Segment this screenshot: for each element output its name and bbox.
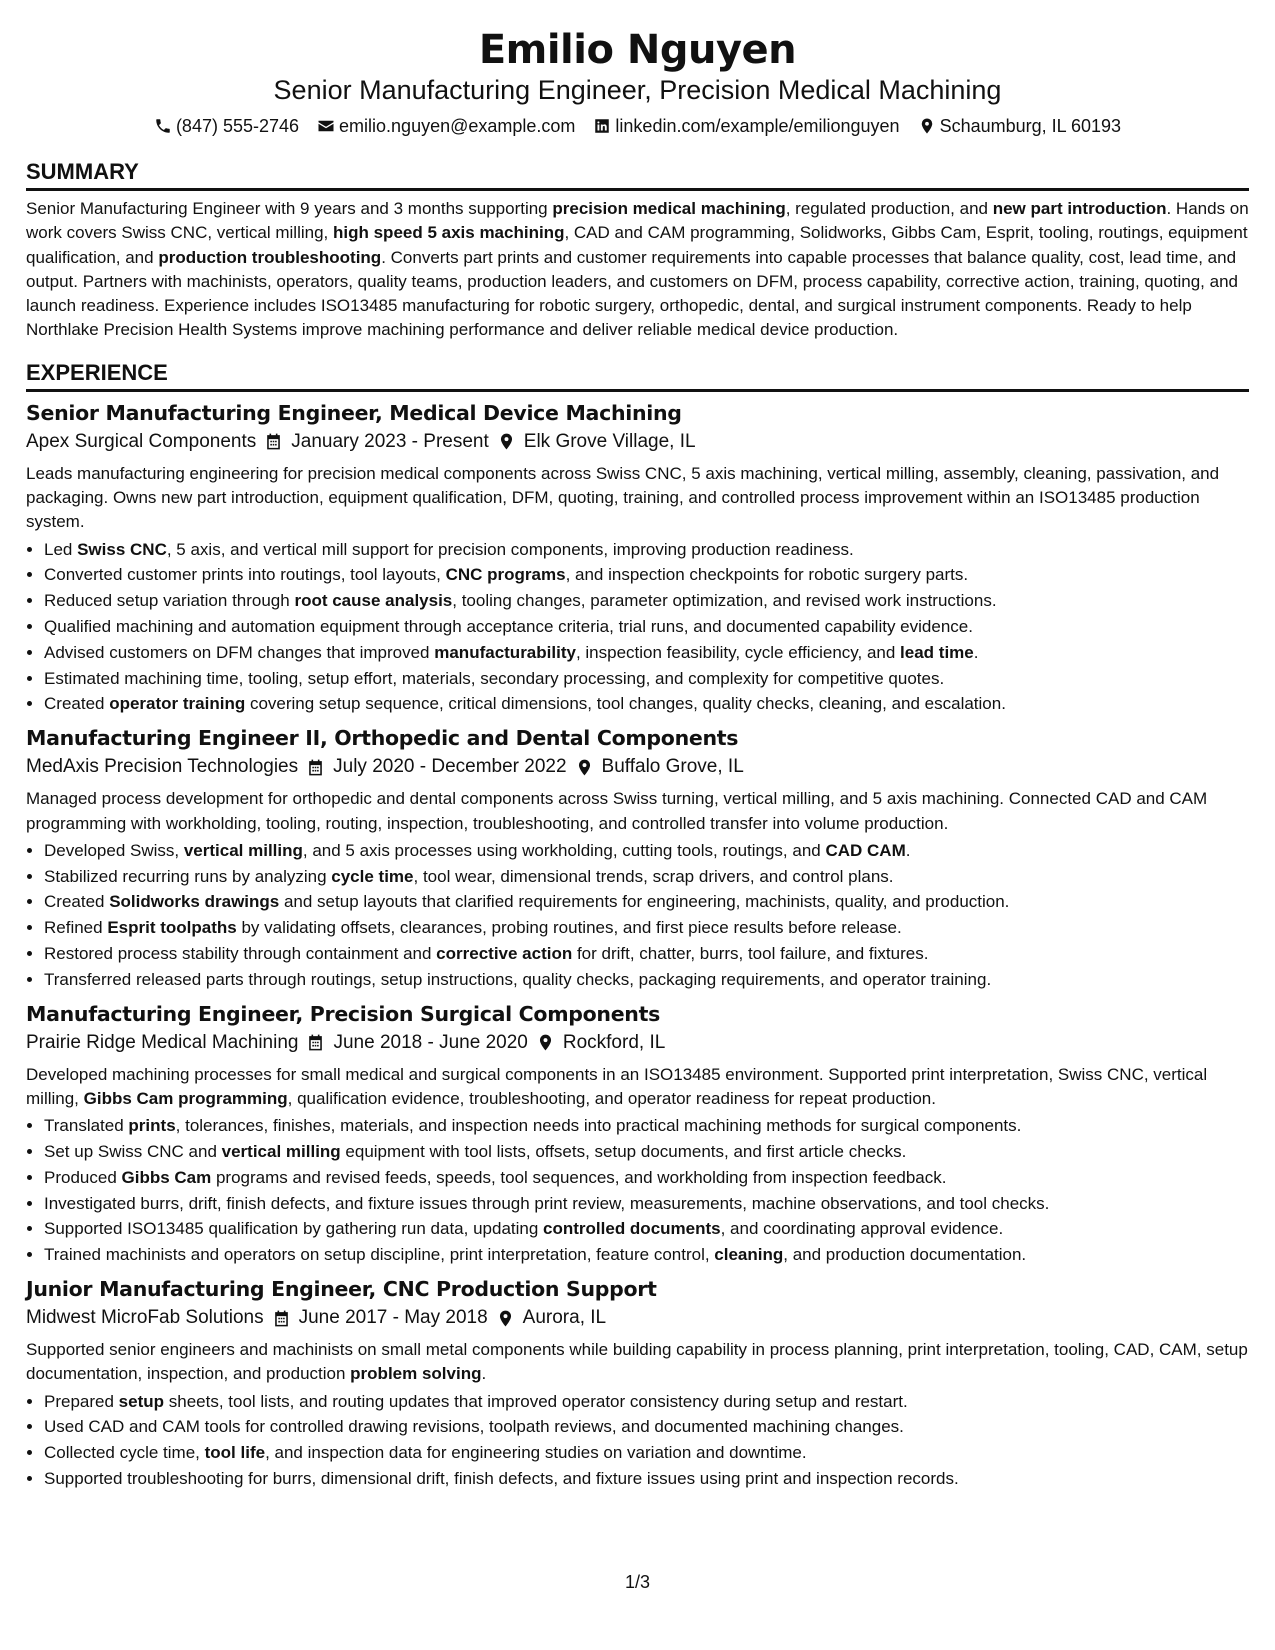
job-bullet: • Investigated burrs, drift, finish defects, and fixture issues through print review, measurements, machine observations, and tool checks. [44,1191,1249,1217]
location-pin-icon [536,1033,555,1052]
location-pin-icon [575,758,594,777]
job-bullet: • Developed Swiss, vertical milling, and 5 axis processes using workholding, cutting tools, routings, and CAD CAM. [44,838,1249,864]
job-description: Managed process development for orthopedic and dental components across Swiss turning, vertical milling, and 5 axis machining. Connected CAD and CAM programming with workholding, tooling, routing, inspection, troubleshooting, and controlled transfer into volume production. [26,789,1208,833]
experience-list [26,398,1249,1492]
contact-email[interactable] [317,114,575,138]
experience-heading: EXPERIENCE [26,359,1249,392]
job-bullet: • Transferred released parts through routings, setup instructions, quality checks, packaging requirements, and operator training. [44,967,1249,993]
summary-heading: SUMMARY [26,158,1249,191]
contact-bar [26,114,1249,138]
job-bullet: • Prepared setup sheets, tool lists, and routing updates that improved operator consistency during setup and restart. [44,1389,1249,1415]
job-bullet: • Produced Gibbs Cam programs and revised feeds, speeds, tool sequences, and workholding from inspection feedback. [44,1165,1249,1191]
candidate-headline: Senior Manufacturing Engineer, Precision Medical Machining [273,75,1002,105]
job-meta [26,1029,1249,1057]
linkedin-icon [593,117,611,135]
job-title: Junior Manufacturing Engineer, CNC Production Support [26,1277,657,1301]
job-bullets [26,537,1249,718]
job-bullet: • Estimated machining time, tooling, setup effort, materials, secondary processing, and complexity for competitive quotes. [44,666,1249,692]
job-location: Rockford, IL [562,1031,666,1053]
job-title: Manufacturing Engineer II, Orthopedic and Dental Components [26,726,739,751]
contact-location [918,114,1121,138]
job-bullet: • Translated prints, tolerances, finishes, materials, and inspection needs into practical machining methods for surgical components. [44,1113,1249,1139]
job-dates: June 2018 - June 2020 [333,1031,528,1053]
job-bullet: • Supported ISO13485 qualification by gathering run data, updating controlled documents, and coordinating approval evidence. [44,1216,1249,1242]
summary-text: Senior Manufacturing Engineer with 9 years and 3 months supporting precision medical machining, regulated production, and new part introduction. Hands on work covers Swiss CNC, vertical milling, high speed 5 axis machining, CAD and CAM programming, Solidworks, Gibbs Cam, Esprit, tooling, routings, equipment qualification, and production troubleshooting. Converts part prints and customer requirements into capable processes that balance quality, cost, lead time, and output. Partners with machinists, operators, quality teams, production leaders, and customers on DFM, process capability, corrective action, training, quoting, and launch readiness. Experience includes ISO13485 manufacturing for robotic surgery, orthopedic, dental, and surgical instrument components. Ready to help Northlake Precision Health Systems improve machining performance and deliver reliable medical device production. [26,199,1249,340]
job-bullet: • Trained machinists and operators on setup discipline, print interpretation, feature control, cleaning, and production documentation. [44,1242,1249,1268]
job-company: Apex Surgical Components [26,430,257,452]
job-dates: July 2020 - December 2022 [333,756,567,778]
job-location: Elk Grove Village, IL [523,430,696,452]
job-description: Supported senior engineers and machinists on small metal components while building capability in process planning, print interpretation, tooling, CAD, CAM, setup documentation, inspection, and production problem solving. [26,1340,1248,1384]
job-entry [26,1274,1249,1492]
job-bullet: • Collected cycle time, tool life, and inspection data for engineering studies on variation and downtime. [44,1440,1249,1466]
page-number: 1/3 [624,1572,651,1592]
job-meta [26,428,1249,456]
candidate-name: Emilio Nguyen [478,27,797,73]
job-bullet: • Supported troubleshooting for burrs, dimensional drift, finish defects, and fixture issues using print and inspection records. [44,1466,1249,1492]
job-title: Senior Manufacturing Engineer, Medical Device Machining [26,400,682,425]
job-bullet: • Created operator training covering setup sequence, critical dimensions, tool changes, quality checks, cleaning, and escalation. [44,691,1249,717]
job-bullets [26,1389,1249,1492]
location-pin-icon [497,432,516,451]
job-description: Leads manufacturing engineering for precision medical components across Swiss CNC, 5 axis machining, vertical milling, assembly, cleaning, passivation, and packaging. Owns new part introduction, equipment qualification, DFM, quoting, training, and controlled process improvement within an ISO13485 production system. [26,463,1220,532]
job-entry [26,723,1249,992]
job-bullet: • Refined Esprit toolpaths by validating offsets, clearances, probing routines, and first piece results before release. [44,915,1249,941]
job-description: Developed machining processes for small medical and surgical components in an ISO13485 environment. Supported print interpretation, Swiss CNC, vertical milling, Gibbs Cam programming, qualification evidence, troubleshooting, and operator readiness for repeat production. [26,1064,1208,1108]
calendar-icon [264,432,283,451]
contact-linkedin-text: linkedin.com/example/emilionguyen [615,116,900,136]
job-bullet: • Stabilized recurring runs by analyzing cycle time, tool wear, dimensional trends, scrap drivers, and control plans. [44,864,1249,890]
job-bullet: • Reduced setup variation through root cause analysis, tooling changes, parameter optimization, and revised work instructions. [44,588,1249,614]
calendar-icon [306,1033,325,1052]
job-entry [26,999,1249,1268]
contact-phone[interactable] [154,114,299,138]
job-bullet: • Qualified machining and automation equipment through acceptance criteria, trial runs, and documented capability evidence. [44,614,1249,640]
envelope-icon [317,117,335,135]
calendar-icon [272,1309,291,1328]
job-location: Aurora, IL [522,1307,607,1328]
job-bullet: • Restored process stability through containment and corrective action for drift, chatter, burrs, tool failure, and fixtures. [44,941,1249,967]
job-bullet: • Created Solidworks drawings and setup layouts that clarified requirements for engineering, machinists, quality, and production. [44,889,1249,915]
location-pin-icon [918,117,936,135]
job-location: Buffalo Grove, IL [601,756,744,778]
job-company: Prairie Ridge Medical Machining [26,1031,299,1053]
contact-location-text: Schaumburg, IL 60193 [939,116,1122,136]
job-bullets [26,838,1249,993]
location-pin-icon [496,1309,515,1328]
phone-icon [154,117,172,135]
job-bullet: • Used CAD and CAM tools for controlled drawing revisions, toolpath reviews, and documented machining changes. [44,1414,1249,1440]
job-dates: January 2023 - Present [291,430,489,452]
calendar-icon [306,758,325,777]
job-company: Midwest MicroFab Solutions [26,1307,264,1328]
job-bullet: • Converted customer prints into routings, tool layouts, CNC programs, and inspection checkpoints for robotic surgery parts. [44,562,1249,588]
job-bullets [26,1113,1249,1268]
job-entry [26,398,1249,717]
job-title: Manufacturing Engineer, Precision Surgical Components [26,1001,661,1026]
contact-phone-text: (847) 555-2746 [175,116,300,136]
resume-header [26,24,1249,138]
contact-email-text: emilio.nguyen@example.com [339,116,576,136]
job-bullet: • Set up Swiss CNC and vertical milling equipment with tool lists, offsets, setup documents, and first article checks. [44,1139,1249,1165]
job-meta [26,1304,1249,1332]
job-meta [26,753,1249,781]
job-bullet: • Advised customers on DFM changes that improved manufacturability, inspection feasibility, cycle efficiency, and lead time. [44,640,1249,666]
job-bullet: • Led Swiss CNC, 5 axis, and vertical mill support for precision components, improving production readiness. [44,537,1249,563]
job-dates: June 2017 - May 2018 [298,1307,488,1328]
job-company: MedAxis Precision Technologies [26,756,299,778]
contact-linkedin[interactable] [593,114,899,138]
